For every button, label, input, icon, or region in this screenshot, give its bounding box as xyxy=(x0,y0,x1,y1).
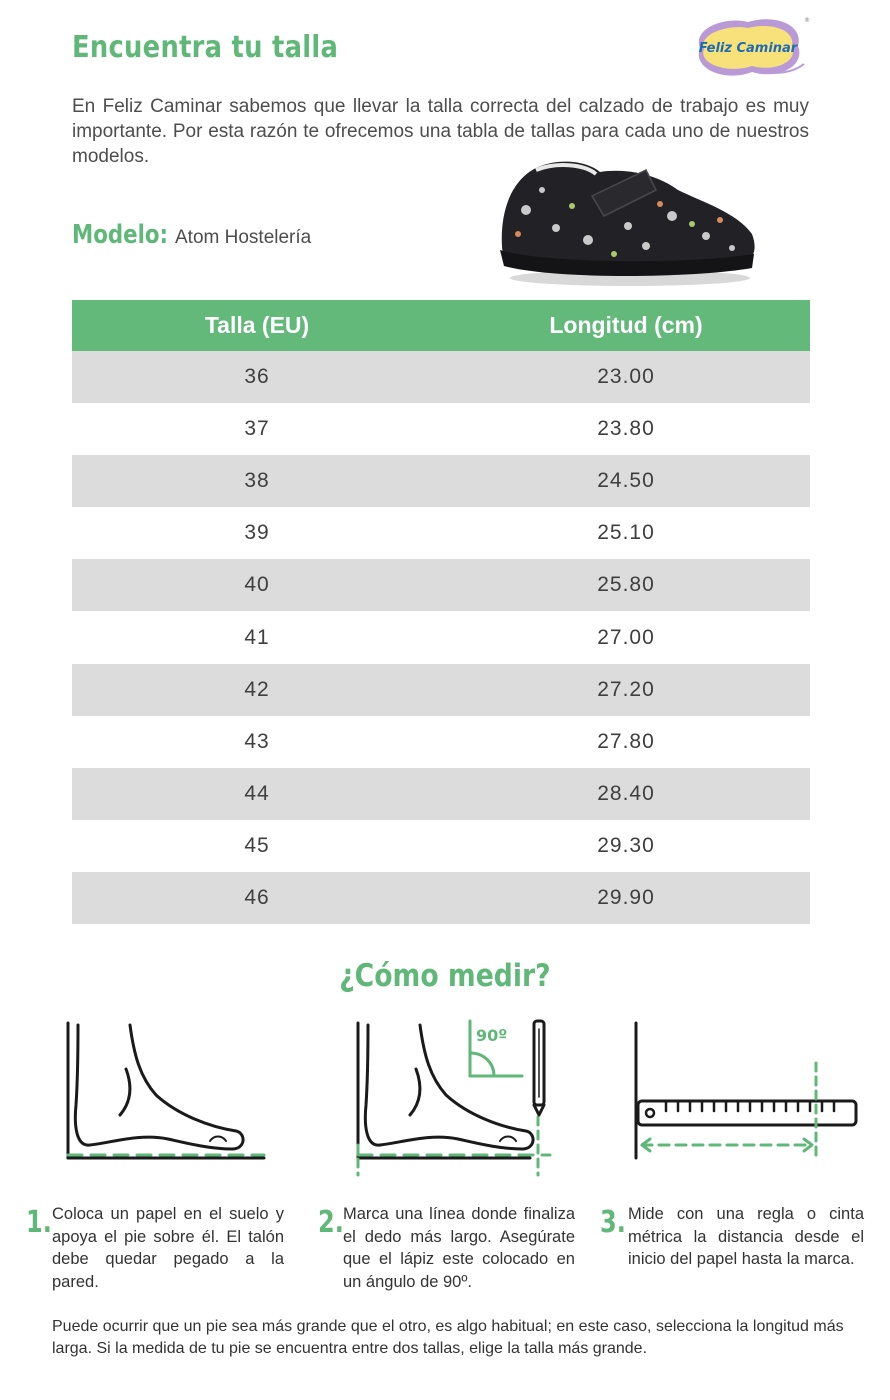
size-cell: 42 xyxy=(72,664,442,716)
shoe-image xyxy=(496,150,762,290)
column-header-length: Longitud (cm) xyxy=(442,300,810,351)
footnote: Puede ocurrir que un pie sea más grande que el otro, es algo habitual; en este caso, selecciona la longitud más larga. Si la medida de tu pie se encuentra entre dos tallas, elige la talla más grande. xyxy=(52,1318,844,1357)
model-value: Atom Hostelería xyxy=(175,227,312,248)
length-cell: 24.50 xyxy=(442,455,810,507)
step-text: Mide con una regla o cinta métrica la distancia desde el inicio del papel hasta la marca. xyxy=(628,1205,864,1268)
size-cell: 41 xyxy=(244,625,270,649)
table-row xyxy=(72,455,810,507)
page-title: Encuentra tu talla xyxy=(72,30,339,65)
length-cell: 27.80 xyxy=(597,729,655,753)
table-row xyxy=(72,403,810,455)
ruler-measure-icon xyxy=(628,1015,864,1170)
table-row xyxy=(72,872,810,924)
size-cell: 40 xyxy=(72,559,442,611)
length-cell: 23.80 xyxy=(597,417,655,441)
table-header-row xyxy=(72,300,810,351)
table-row xyxy=(72,768,810,820)
length-cell: 27.00 xyxy=(597,625,655,649)
table-row xyxy=(72,716,810,768)
length-cell: 29.30 xyxy=(597,833,655,857)
size-cell: 38 xyxy=(72,455,442,507)
size-cell: 36 xyxy=(72,351,442,403)
length-cell: 27.20 xyxy=(442,664,810,716)
svg-text:®: ® xyxy=(804,17,810,24)
length-cell: 25.10 xyxy=(597,521,655,545)
model-label: Modelo: xyxy=(72,220,169,250)
intro-paragraph: En Feliz Caminar sabemos que llevar la talla correcta del calzado de trabajo es muy importante. Por esta razón te ofrecemos una tabla de tallas para cada uno de nuestros modelos. xyxy=(72,96,809,167)
foot-pencil-mark-icon xyxy=(350,1015,565,1185)
length-cell: 29.90 xyxy=(442,872,810,924)
size-cell: 45 xyxy=(244,833,270,857)
table-row xyxy=(72,664,810,716)
step-number: 2. xyxy=(318,1205,344,1240)
how-to-measure-title: ¿Cómo medir? xyxy=(339,958,551,994)
feliz-caminar-logo xyxy=(686,14,810,82)
length-cell: 23.00 xyxy=(442,351,810,403)
step-number: 1. xyxy=(26,1205,52,1240)
size-cell: 46 xyxy=(72,872,442,924)
table-row xyxy=(72,351,810,403)
size-cell: 37 xyxy=(244,417,270,441)
table-row xyxy=(72,559,810,611)
size-cell: 39 xyxy=(244,521,270,545)
logo-text: Feliz Caminar xyxy=(698,41,798,56)
length-cell: 28.40 xyxy=(442,768,810,820)
step-number: 3. xyxy=(600,1205,626,1240)
table-row xyxy=(72,820,810,872)
step-text: Coloca un papel en el suelo y apoya el pie sobre él. El talón debe quedar pegado a la pared. xyxy=(52,1205,284,1291)
size-cell: 44 xyxy=(72,768,442,820)
angle-label: 90º xyxy=(476,1026,508,1045)
step-text: Marca una línea donde finaliza el dedo más largo. Asegúrate que el lápiz este colocado en un ángulo de 90º. xyxy=(343,1205,575,1291)
size-cell: 43 xyxy=(244,729,270,753)
foot-on-paper-icon xyxy=(60,1015,280,1170)
column-header-size: Talla (EU) xyxy=(72,300,442,351)
length-cell: 25.80 xyxy=(442,559,810,611)
table-row xyxy=(72,611,810,663)
size-table xyxy=(72,300,810,924)
table-row xyxy=(72,507,810,559)
